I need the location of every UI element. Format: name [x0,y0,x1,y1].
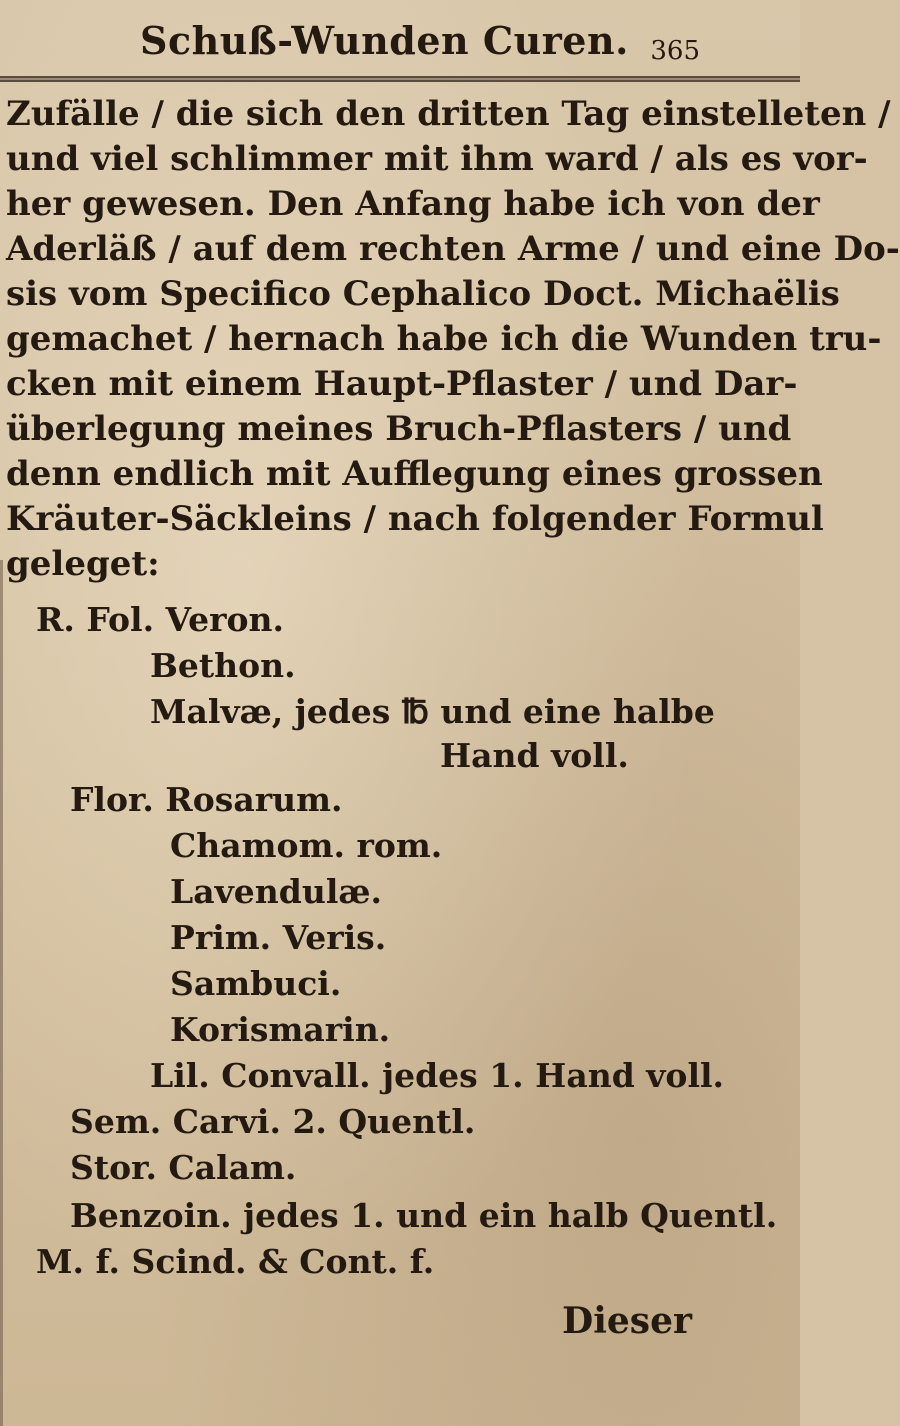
recipe-line: Stor. Calam. [70,1148,297,1187]
text-line: her gewesen. Den Anfang habe ich von der [6,184,820,224]
header-rule [0,76,800,82]
text-line: cken mit einem Haupt-Pflaster / und Dar- [6,364,798,404]
text-line: und viel schlimmer mit ihm ward / als es vor- [6,139,868,179]
recipe-line: M. f. Scind. & Cont. f. [36,1242,435,1281]
recipe-line: Lil. Convall. jedes 1. Hand voll. [150,1056,725,1095]
recipe-line: Malvæ, jedes ℔ und eine halbe [150,692,715,731]
recipe-line: Benzoin. jedes 1. und ein halb Quentl. [70,1196,778,1235]
text-line: gemachet / hernach habe ich die Wunden tru- [6,319,882,359]
recipe-line: Lavendulæ. [170,872,383,911]
text-line: geleget: [6,544,160,584]
catchword: Dieser [562,1300,692,1342]
recipe-line: Hand voll. [440,736,629,775]
text-line: sis vom Specifico Cephalico Doct. Michaëlis [6,274,840,314]
recipe-line: Sambuci. [170,964,342,1003]
running-head: Schuß-Wunden Curen. [140,18,629,63]
body-paragraph [6,92,900,587]
page-header [140,14,700,78]
recipe-line: R. Fol. Veron. [36,600,284,639]
recipe-line: Sem. Carvi. 2. Quentl. [70,1102,476,1141]
page-edge-shadow [0,560,3,1426]
recipe-line: Korismarin. [170,1010,391,1049]
text-line: Kräuter-Säckleins / nach folgender Formul [6,499,824,539]
text-line: Zufälle / die sich den dritten Tag einstelleten / [6,94,891,134]
recipe-line: Prim. Veris. [170,918,387,957]
recipe-line: Bethon. [150,646,296,685]
recipe-line: Flor. Rosarum. [70,780,343,819]
text-line: überlegung meines Bruch-Pflasters / und [6,409,792,449]
page-number: 365 [650,36,700,66]
text-line: denn endlich mit Aufflegung eines grossen [6,454,823,494]
text-line: Aderläß / auf dem rechten Arme / und eine Do- [6,229,900,269]
recipe-line: Chamom. rom. [170,826,443,865]
